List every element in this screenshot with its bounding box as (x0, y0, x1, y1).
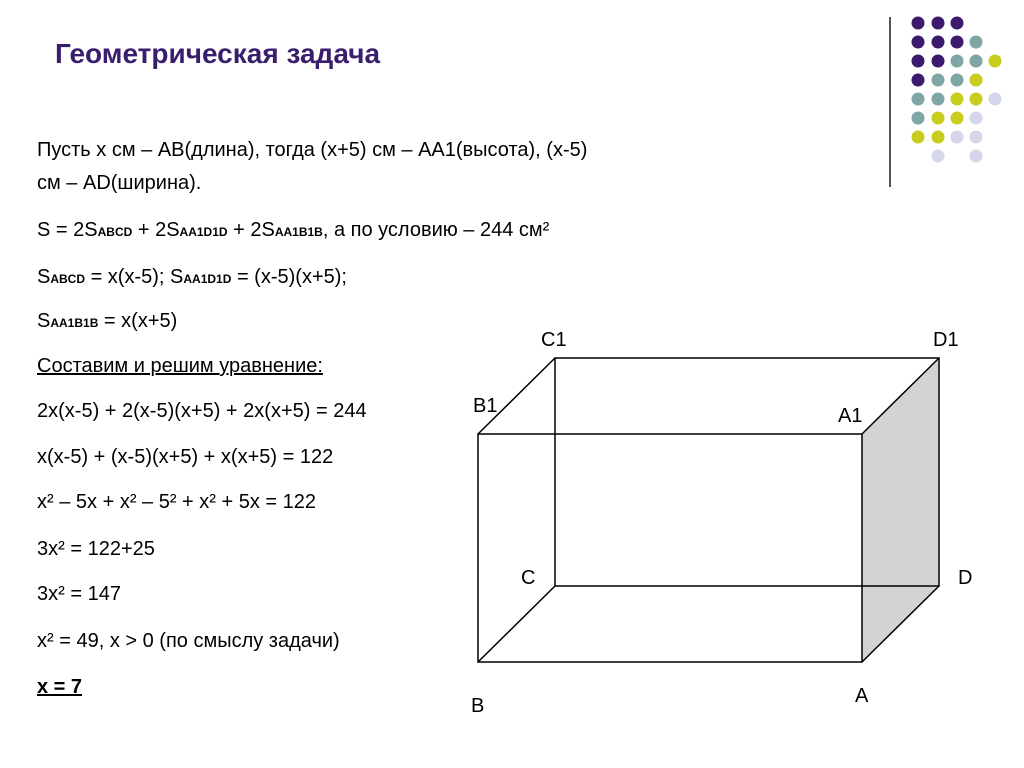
subscript: AA1B1B (50, 316, 99, 330)
formula-part: = (х-5)(х+5); (231, 266, 347, 288)
right-face (862, 358, 939, 662)
equation-6: х² = 49, х > 0 (по смыслу задачи) (37, 630, 340, 652)
formula-part: S (37, 310, 51, 332)
equation-4: 3х² = 122+25 (37, 538, 155, 560)
vertex-label-d1: D1 (933, 329, 959, 351)
answer: х = 7 (37, 676, 83, 698)
equation-3: х² – 5х + х² – 5² + х² + 5х = 122 (37, 491, 317, 513)
subscript: AA1D1D (183, 272, 232, 286)
front-face (478, 434, 862, 662)
vertex-label-b1: B1 (473, 395, 498, 417)
compose-heading: Составим и решим уравнение: (37, 355, 323, 377)
equation-2: х(х-5) + (х-5)(х+5) + х(х+5) = 122 (37, 446, 334, 468)
area-formula-part: S = 2S (37, 219, 98, 241)
formula-part: = х(х-5); S (85, 266, 184, 288)
vertex-label-c1: C1 (541, 329, 567, 351)
equation-5: 3х² = 147 (37, 583, 121, 605)
text-line-2: см – AD(ширина). (37, 172, 202, 194)
subscript: AA1D1D (179, 225, 228, 239)
vertex-label-b: B (471, 695, 485, 717)
vertex-label-a1: A1 (838, 405, 863, 427)
edge-b-c (478, 586, 555, 662)
area-formula-part: + 2S (227, 219, 275, 241)
formula-part: S (37, 266, 51, 288)
formula-part: = х(х+5) (98, 310, 178, 332)
subscript: ABCD (97, 225, 133, 239)
area-formula-part: , а по условию – 244 см² (322, 219, 550, 241)
vertex-label-a: A (855, 685, 869, 707)
vertex-label-c: C (521, 567, 536, 589)
text-line-1: Пусть х см – АВ(длина), тогда (х+5) см – АА1(высота), (х-5) (37, 139, 588, 161)
equation-1: 2х(х-5) + 2(х-5)(х+5) + 2х(х+5) = 244 (37, 400, 367, 422)
subscript: AA1B1B (274, 225, 323, 239)
area-formula-part: + 2S (132, 219, 180, 241)
vertex-label-d: D (958, 567, 973, 589)
page-title: Геометрическая задача (55, 38, 381, 69)
subscript: ABCD (50, 272, 86, 286)
